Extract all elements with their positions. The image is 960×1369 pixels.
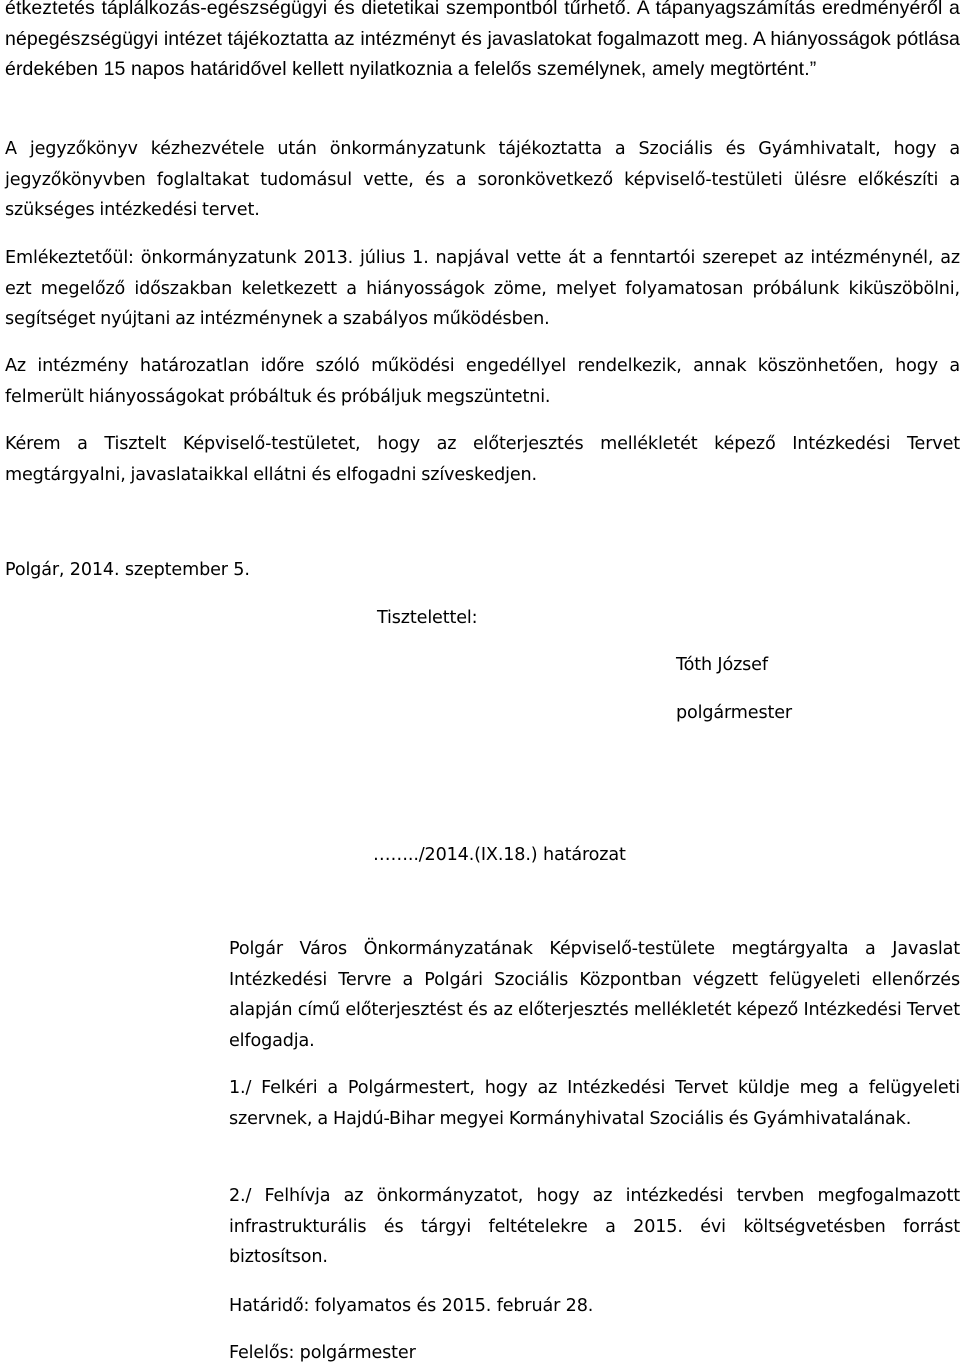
signatory-name: Tóth József [676,655,768,675]
responsible-person: Felelős: polgármester [229,1343,416,1363]
paragraph-operating-license: Az intézmény határozatlan időre szóló működési engedéllyel rendelkezik, annak köszönhetően, hogy a felmerült hiányosságokat próbáltuk és próbáljuk megszüntetni. [5,356,960,407]
place-and-date: Polgár, 2014. szeptember 5. [5,560,250,580]
signatory-title: polgármester [676,703,792,723]
resolution-number: ……../2014.(IX.18.) határozat [373,845,626,865]
paragraph-reminder: Emlékeztetőül: önkormányzatunk 2013. július 1. napjával vette át a fenntartói szerepet az intézménynél, az ezt megelőző időszakban keletkezett a hiányosságok zöme, melyet folyamatosan próbálunk kiküszöbölni, segítséget nyújtani az intézménynek a szabályos működésben. [5,248,960,329]
paragraph-notification: A jegyzőkönyv kézhezvétele után önkormányzatunk tájékoztatta a Szociális és Gyámhivatalt, hogy a jegyzőkönyvben foglaltakat tudomásul vette, és a soronkövetkező képviselő-testületi ülésre előkészíti a szükséges intézkedési tervet. [5,139,960,220]
resolution-item-1: 1./ Felkéri a Polgármestert, hogy az Intézkedési Tervet küldje meg a felügyeleti szervnek, a Hajdú-Bihar megyei Kormányhivatal Szociális és Gyámhivatalának. [229,1078,960,1129]
paragraph-request: Kérem a Tisztelt Képviselő-testületet, hogy az előterjesztés mellékletét képező Intézkedési Tervet megtárgyalni, javaslataikkal ellátni és elfogadni szíveskedjen. [5,434,960,485]
resolution-item-2: 2./ Felhívja az önkormányzatot, hogy az intézkedési tervben megfogalmazott infrastrukturális és tárgyi feltételekre a 2015. évi költségvetésben forrást biztosítson. [229,1186,960,1267]
quoted-report-paragraph: étkeztetés táplálkozás-egészségügyi és dietetikai szempontból tűrhető. A tápanyagszámítás eredményéről a népegészségügyi intézet tájékoztatta az intézményt és javaslatokat fogalmazott meg. A hiányosságok pótlása érdekében 15 napos határidővel kellett nyilatkoznia a felelős személynek, amely megtörtént.” [5,0,960,80]
deadline: Határidő: folyamatos és 2015. február 28. [229,1296,594,1316]
salutation: Tisztelettel: [377,608,478,628]
resolution-intro: Polgár Város Önkormányzatának Képviselő-testülete megtárgyalta a Javaslat Intézkedési Tervre a Polgári Szociális Központban végzett felügyeleti ellenőrzés alapján című előterjesztést és az előterjesztés mellékletét képező Intézkedési Tervet elfogadja. [229,939,960,1051]
